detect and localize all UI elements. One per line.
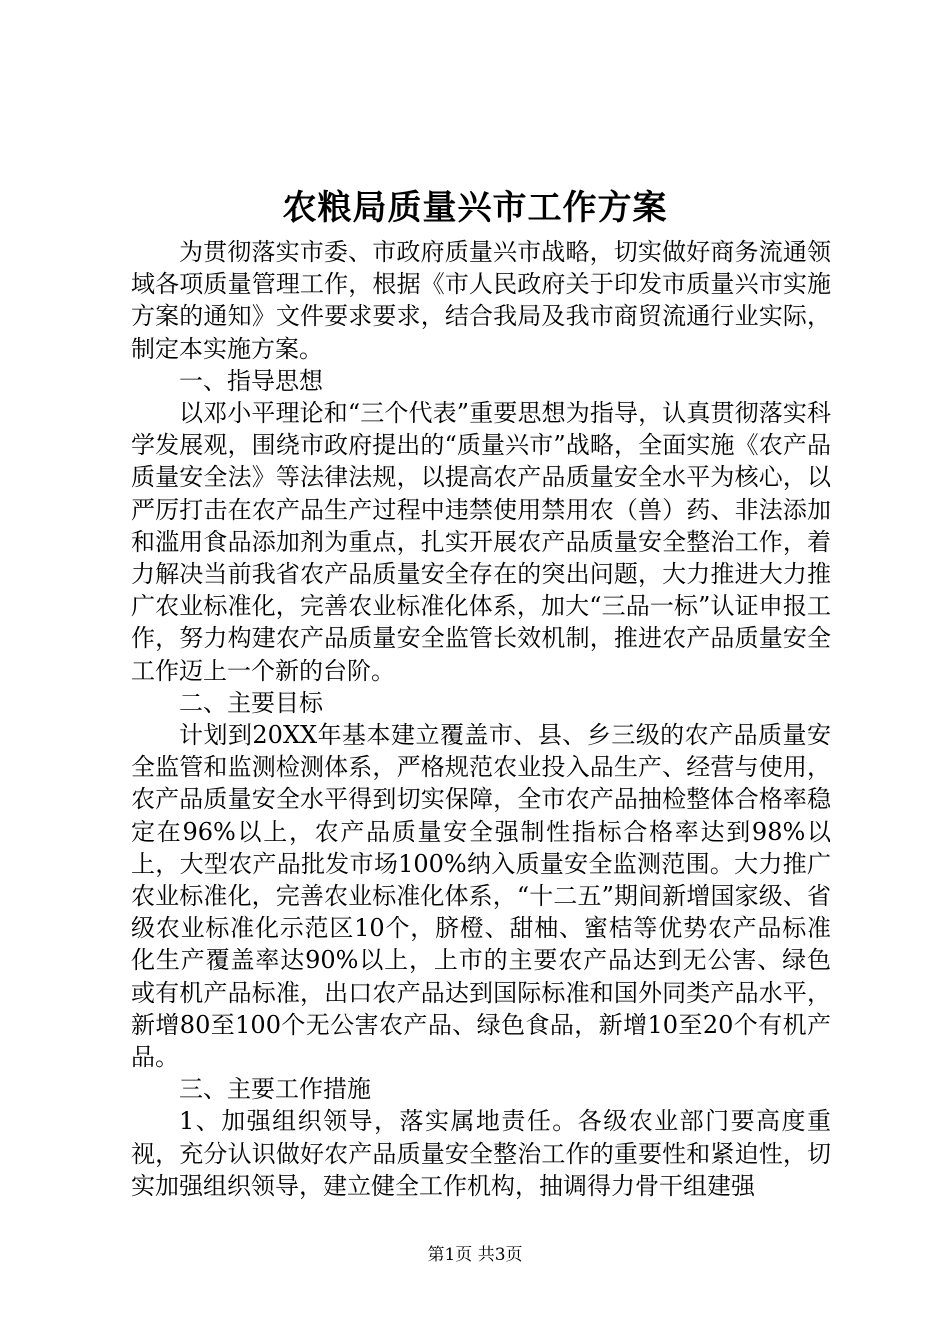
page-footer: 第1页 共3页 xyxy=(427,1245,523,1265)
document-title: 农粮局质量兴市工作方案 xyxy=(282,188,668,228)
paragraph-intro: 为贯彻落实市委、市政府质量兴市战略，切实做好商务流通领域各项质量管理工作，根据《市人民政府关于印发市质量兴市实施方案的通知》文件要求要求，结合我局及我市商贸流通行业实际，制定本实施方案。 xyxy=(131,238,831,363)
paragraph-guiding-ideology: 以邓小平理论和“三个代表”重要思想为指导，认真贯彻落实科学发展观，围绕市政府提出的“质量兴市”战略，全面实施《农产品质量安全法》等法律法规，以提高农产品质量安全水平为核心，以严厉打击在农产品生产过程中违禁使用禁用农（兽）药、非法添加和滥用食品添加剂为重点，扎实开展农产品质量安全整治工作，着力解决当前我省农产品质量安全存在的突出问题，大力推进大力推广农业标准化，完善农业标准化体系，加大“三品一标”认证申报工作，努力构建农产品质量安全监管长效机制，推进农产品质量安全工作迈上一个新的台阶。 xyxy=(131,399,831,685)
paragraph-main-goals: 计划到20XX年基本建立覆盖市、县、乡三级的农产品质量安全监管和监测检测体系，严格规范农业投入品生产、经营与使用，农产品质量安全水平得到切实保障，全市农产品抽检整体合格率稳定在96%以上，农产品质量安全强制性指标合格率达到98%以上，大型农产品批发市场100%纳入质量安全监测范围。大力推广农业标准化，完善农业标准化体系，“十二五”期间新增国家级、省级农业标准化示范区10个，脐橙、甜柚、蜜桔等优势农产品标准化生产覆盖率达90%以上，上市的主要农产品达到无公害、绿色或有机产品标准，出口农产品达到国际标准和国外同类产品水平，新增80至100个无公害农产品、绿色食品，新增10至20个有机产品。 xyxy=(131,721,831,1072)
section-heading-guiding-ideology: 一、指导思想 xyxy=(179,366,323,395)
paragraph-measure-1: 1、加强组织领导，落实属地责任。各级农业部门要高度重视，充分认识做好农产品质量安全整治工作的重要性和紧迫性，切实加强组织领导，建立健全工作机构，抽调得力骨干组建强 xyxy=(131,1107,831,1200)
document-body xyxy=(131,236,831,1202)
section-heading-main-measures: 三、主要工作措施 xyxy=(179,1075,371,1104)
section-heading-main-goals: 二、主要目标 xyxy=(179,688,323,717)
